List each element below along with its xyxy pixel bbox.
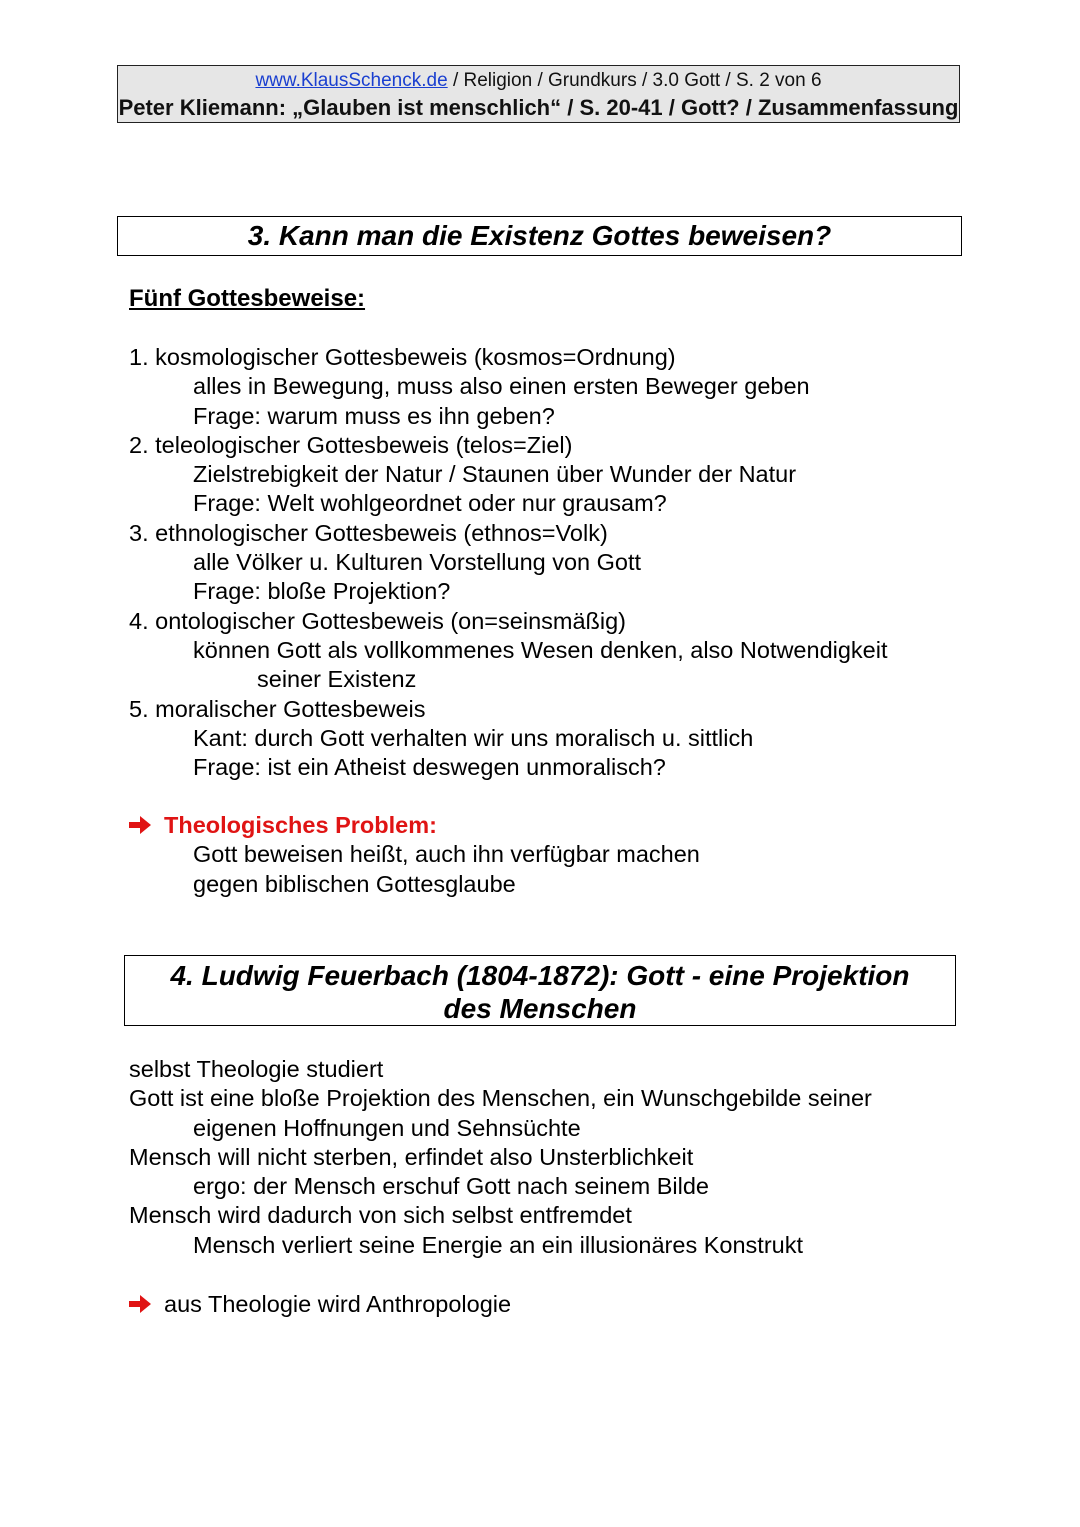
section-4-title-line: des Menschen [443, 993, 637, 1024]
gottesbeweise-list [129, 343, 1029, 782]
list-item: Mensch verliert seine Energie an ein illusionäres Konstrukt [193, 1231, 804, 1258]
list-item: Frage: warum muss es ihn geben? [193, 402, 555, 429]
list-item: 4. ontologischer Gottesbeweis (on=seinsmäßig) [129, 607, 627, 634]
list-item: Frage: bloße Projektion? [193, 578, 451, 605]
list-item: können Gott als vollkommenes Wesen denken, also Notwendigkeit [193, 636, 888, 663]
list-item: 2. teleologischer Gottesbeweis (telos=Ziel) [129, 431, 573, 458]
conclusion-line [129, 1290, 1029, 1319]
list-item: Gott ist eine bloße Projektion des Menschen, ein Wunschgebilde seiner [129, 1085, 872, 1112]
header-source-line [118, 70, 959, 92]
conclusion [129, 1290, 1029, 1319]
header-subtitle: Peter Kliemann: „Glauben ist menschlich“ / S. 20-41 / Gott? / Zusammenfassung [118, 95, 959, 120]
arrow-right-icon [129, 816, 151, 834]
list-item: gegen biblischen Gottesglaube [193, 870, 516, 897]
problem-heading [129, 811, 1029, 840]
gottesbeweise-subheading: Fünf Gottesbeweise: [129, 285, 366, 312]
list-item: alle Völker u. Kulturen Vorstellung von Gott [193, 549, 642, 576]
list-item: selbst Theologie studiert [129, 1056, 384, 1082]
list-item: eigenen Hoffnungen und Sehnsüchte [193, 1114, 581, 1141]
list-item: seiner Existenz [257, 666, 417, 693]
list-item: alles in Bewegung, muss also einen ersten Beweger geben [193, 373, 810, 400]
list-item: Mensch wird dadurch von sich selbst entfremdet [129, 1202, 632, 1229]
list-item: Frage: ist ein Atheist deswegen unmoralisch? [193, 754, 666, 781]
problem-label: Theologisches Problem: [164, 812, 437, 838]
list-item: 5. moralischer Gottesbeweis [129, 695, 426, 722]
conclusion-text: aus Theologie wird Anthropologie [164, 1291, 512, 1317]
list-item: 3. ethnologischer Gottesbeweis (ethnos=Volk) [129, 519, 608, 546]
section-3-title: 3. Kann man die Existenz Gottes beweisen? [117, 216, 962, 256]
section-4-title [124, 955, 956, 1026]
list-item: Mensch will nicht sterben, erfindet also Unsterblichkeit [129, 1143, 694, 1170]
theological-problem [129, 811, 1029, 899]
source-link[interactable]: www.KlausSchenck.de [255, 70, 448, 91]
header-path: / Religion / Grundkurs / 3.0 Gott / S. 2 von 6 [447, 70, 822, 91]
arrow-right-icon [129, 1295, 151, 1313]
section-4-title-line: 4. Ludwig Feuerbach (1804-1872): Gott - eine Projektion [170, 960, 910, 991]
list-item: Kant: durch Gott verhalten wir uns moralisch u. sittlich [193, 724, 754, 751]
list-item: Frage: Welt wohlgeordnet oder nur grausam? [193, 490, 667, 517]
list-item: Gott beweisen heißt, auch ihn verfügbar machen [193, 841, 700, 868]
list-item: ergo: der Mensch erschuf Gott nach seinem Bilde [193, 1173, 709, 1200]
list-item: Zielstrebigkeit der Natur / Staunen über Wunder der Natur [193, 461, 797, 488]
list-item: 1. kosmologischer Gottesbeweis (kosmos=Ordnung) [129, 344, 676, 370]
feuerbach-list [129, 1055, 1029, 1260]
page-header [117, 65, 960, 123]
